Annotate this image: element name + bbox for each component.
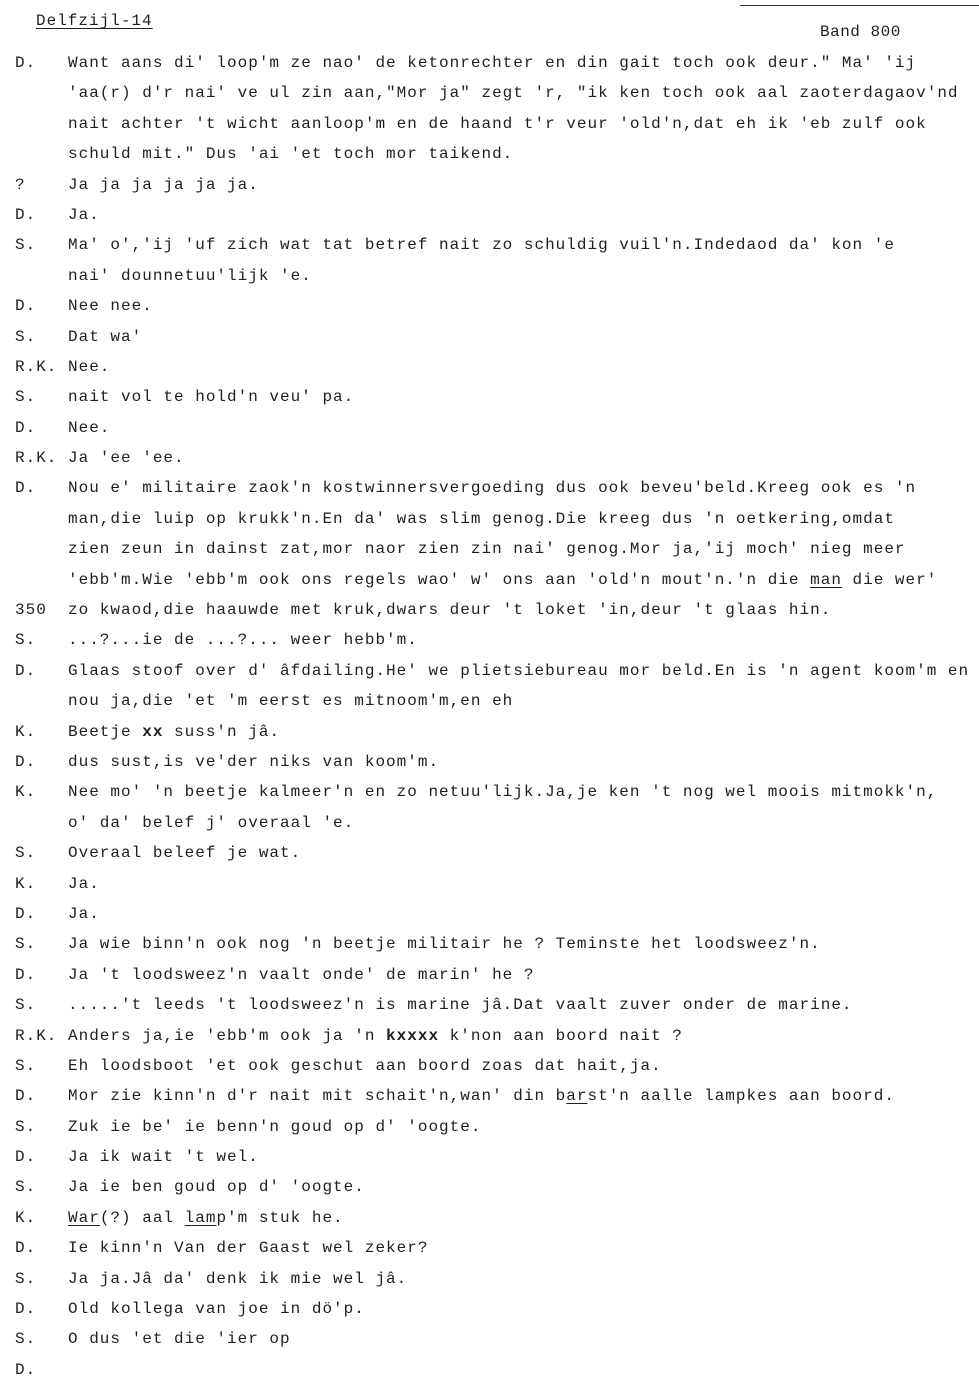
transcript-line <box>0 1081 979 1111</box>
speaker-label: K. <box>15 722 37 741</box>
speaker-label: D. <box>15 1360 37 1379</box>
transcript-line <box>0 78 979 108</box>
utterance-text: nou ja,die 'et 'm eerst es mitnoom'm,en eh <box>68 692 514 711</box>
struck-text: kxxxx <box>386 1026 440 1045</box>
transcript-line <box>0 899 979 929</box>
utterance-text: Ja ik wait 't wel. <box>68 1148 259 1167</box>
utterance-text: 'aa(r) d'r nai' ve ul zin aan,"Mor ja" zegt 'r, "ik ken toch ook aal zaoterdagaov'nd <box>68 84 959 103</box>
text-segment: Beetje <box>68 722 143 741</box>
transcript-line <box>0 1142 979 1172</box>
transcript-line <box>0 382 979 412</box>
text-segment: st'n aalle lampkes aan boord. <box>587 1087 895 1106</box>
transcript-line <box>0 656 979 686</box>
speaker-label: K. <box>15 1208 37 1227</box>
transcript-line <box>0 291 979 321</box>
speaker-label: D. <box>15 904 37 923</box>
transcript-line <box>0 808 979 838</box>
utterance-text: Ja wie binn'n ook nog 'n beetje militair he ? Teminste het loodsweez'n. <box>68 935 821 954</box>
utterance-text: Ja. <box>68 904 100 923</box>
speaker-label: S. <box>15 327 37 346</box>
utterance-text: Ja ja.Jâ da' denk ik mie wel jâ. <box>68 1269 408 1288</box>
top-rule <box>740 5 979 6</box>
speaker-label: R.K. <box>15 357 58 376</box>
transcript-line <box>0 838 979 868</box>
speaker-label: D. <box>15 479 37 498</box>
transcript-line <box>0 1355 979 1385</box>
transcript-line <box>0 717 979 747</box>
utterance-text: Ja 'ee 'ee. <box>68 449 185 468</box>
speaker-label: S. <box>15 1269 37 1288</box>
utterance-text: o' da' belef j' overaal 'e. <box>68 813 355 832</box>
utterance-text: Ie kinn'n Van der Gaast wel zeker? <box>68 1239 429 1258</box>
speaker-label: S. <box>15 935 37 954</box>
utterance-text: zien zeun in dainst zat,mor naor zien zin nai' genog.Mor ja,'ij moch' nieg meer <box>68 540 906 559</box>
utterance-text: Nee mo' 'n beetje kalmeer'n en zo netuu'lijk.Ja,je ken 't nog wel moois mitmokk'n, <box>68 783 938 802</box>
transcript-line <box>0 777 979 807</box>
transcript-line <box>0 200 979 230</box>
transcript-line <box>0 352 979 382</box>
utterance-text: nai' dounnetuu'lijk 'e. <box>68 266 312 285</box>
speaker-label: D. <box>15 1239 37 1258</box>
utterance-text: .....'t leeds 't loodsweez'n is marine jâ.Dat vaalt zuver onder de marine. <box>68 996 853 1015</box>
utterance-text: Ja ie ben goud op d' 'oogte. <box>68 1178 365 1197</box>
utterance-text <box>68 717 280 747</box>
text-segment: suss'n jâ. <box>163 722 281 741</box>
utterance-text: Ma' o','ij 'uf zich wat tat betref nait zo schuldig vuil'n.Indedaod da' kon 'e <box>68 236 895 255</box>
text-segment: (?) aal <box>99 1208 185 1227</box>
transcript-line <box>0 1021 979 1051</box>
utterance-text: ...?...ie de ...?... weer hebb'm. <box>68 631 418 650</box>
utterance-text: Eh loodsboot 'et ook geschut aan boord zoas dat hait,ja. <box>68 1056 662 1075</box>
utterance-text: Glaas stoof over d' âfdailing.He' we plietsiebureau mor beld.En is 'n agent koom'm en <box>68 661 970 680</box>
transcript-line <box>0 929 979 959</box>
transcript-line <box>0 1051 979 1081</box>
utterance-text: Ja ja ja ja ja ja. <box>68 175 259 194</box>
transcript-line <box>0 1294 979 1324</box>
transcript-body <box>0 48 979 1385</box>
speaker-label: S. <box>15 996 37 1015</box>
speaker-label: S. <box>15 844 37 863</box>
speaker-label: S. <box>15 1056 37 1075</box>
utterance-text: Nee nee. <box>68 297 153 316</box>
text-segment: k'non aan boord nait ? <box>439 1026 683 1045</box>
struck-text: xx <box>142 722 164 741</box>
utterance-text: Ja 't loodsweez'n vaalt onde' de marin' he ? <box>68 965 535 984</box>
utterance-text: Nee. <box>68 418 111 437</box>
transcript-line <box>0 1233 979 1263</box>
transcript-line <box>0 413 979 443</box>
transcript-line <box>0 1172 979 1202</box>
transcript-line <box>0 230 979 260</box>
speaker-label: D. <box>15 1148 37 1167</box>
utterance-text: Want aans di' loop'm ze nao' de ketonrechter en din gait toch ook deur." Ma' 'ij <box>68 54 917 72</box>
text-segment: p'm stuk he. <box>216 1208 344 1227</box>
file-id: Delfzijl-14 <box>36 12 153 30</box>
speaker-label: D. <box>15 54 37 72</box>
text-segment: 'ebb'm.Wie 'ebb'm ook ons regels wao' w' ons aan 'old'n mout'n.'n die <box>68 570 811 589</box>
utterance-text: nait achter 't wicht aanloop'm en de haand t'r veur 'old'n,dat eh ik 'eb zulf ook <box>68 114 927 133</box>
utterance-text: Zuk ie be' ie benn'n goud op d' 'oogte. <box>68 1117 482 1136</box>
speaker-label: ? <box>15 175 26 194</box>
speaker-label: D. <box>15 297 37 316</box>
transcript-line <box>0 48 979 78</box>
transcript-line <box>0 473 979 503</box>
utterance-text: schuld mit." Dus 'ai 'et toch mor taikend. <box>68 145 514 164</box>
utterance-text <box>68 1021 683 1051</box>
utterance-text: Ja. <box>68 874 100 893</box>
utterance-text: Ja. <box>68 205 100 224</box>
speaker-label: D. <box>15 965 37 984</box>
speaker-label: S. <box>15 1117 37 1136</box>
transcript-line <box>0 139 979 169</box>
speaker-label: D. <box>15 1087 37 1106</box>
text-segment: die wer' <box>841 570 938 589</box>
text-segment: Mor zie kinn'n d'r nait mit schait'n,wan' din b <box>68 1087 567 1106</box>
transcript-line <box>0 443 979 473</box>
tape-number: Band 800 <box>820 23 901 41</box>
utterance-text: nait vol te hold'n veu' pa. <box>68 388 355 407</box>
speaker-label: D. <box>15 661 37 680</box>
transcript-line <box>0 504 979 534</box>
transcript-line <box>0 747 979 777</box>
transcript-line <box>0 1203 979 1233</box>
transcript-line <box>0 990 979 1020</box>
transcript-line <box>0 322 979 352</box>
underlined-text: ar <box>566 1087 588 1106</box>
speaker-label: S. <box>15 236 37 255</box>
utterance-text: dus sust,is ve'der niks van koom'm. <box>68 752 440 771</box>
utterance-text <box>68 565 937 595</box>
line-number: 350 <box>15 601 47 620</box>
transcript-line <box>0 534 979 564</box>
transcript-line <box>0 1112 979 1142</box>
utterance-text: Nee. <box>68 357 111 376</box>
speaker-label: D. <box>15 752 37 771</box>
transcript-line <box>0 565 979 595</box>
transcript-line <box>0 869 979 899</box>
underlined-text: lam <box>184 1208 217 1227</box>
transcript-line <box>0 170 979 200</box>
speaker-label: K. <box>15 874 37 893</box>
speaker-label: S. <box>15 388 37 407</box>
speaker-label: D. <box>15 1300 37 1319</box>
underlined-text: man <box>810 570 842 589</box>
utterance-text: man,die luip op krukk'n.En da' was slim genog.Die kreeg dus 'n oetkering,omdat <box>68 509 895 528</box>
transcript-line <box>0 109 979 139</box>
utterance-text: Old kollega van joe in dö'p. <box>68 1300 365 1319</box>
speaker-label: S. <box>15 1330 37 1349</box>
utterance-text: Nou e' militaire zaok'n kostwinnersvergoeding dus ook beveu'beld.Kreeg ook es 'n <box>68 479 917 498</box>
underlined-text: War <box>68 1208 100 1227</box>
utterance-text: zo kwaod,die haauwde met kruk,dwars deur 't loket 'in,deur 't glaas hin. <box>68 601 832 620</box>
utterance-text <box>68 1203 344 1233</box>
speaker-label: R.K. <box>15 449 58 468</box>
text-segment: Anders ja,ie 'ebb'm ook ja 'n <box>68 1026 387 1045</box>
transcript-line <box>0 1264 979 1294</box>
transcript-line <box>0 960 979 990</box>
transcript-line <box>0 595 979 625</box>
speaker-label: S. <box>15 1178 37 1197</box>
transcript-line <box>0 625 979 655</box>
transcript-line <box>0 686 979 716</box>
utterance-text: O dus 'et die 'ier op <box>68 1330 291 1349</box>
speaker-label: K. <box>15 783 37 802</box>
speaker-label: D. <box>15 418 37 437</box>
transcript-line <box>0 261 979 291</box>
utterance-text: Overaal beleef je wat. <box>68 844 302 863</box>
utterance-text: Dat wa' <box>68 327 143 346</box>
transcript-line <box>0 1324 979 1354</box>
speaker-label: S. <box>15 631 37 650</box>
speaker-label: R.K. <box>15 1026 58 1045</box>
utterance-text <box>68 1081 895 1111</box>
speaker-label: D. <box>15 205 37 224</box>
